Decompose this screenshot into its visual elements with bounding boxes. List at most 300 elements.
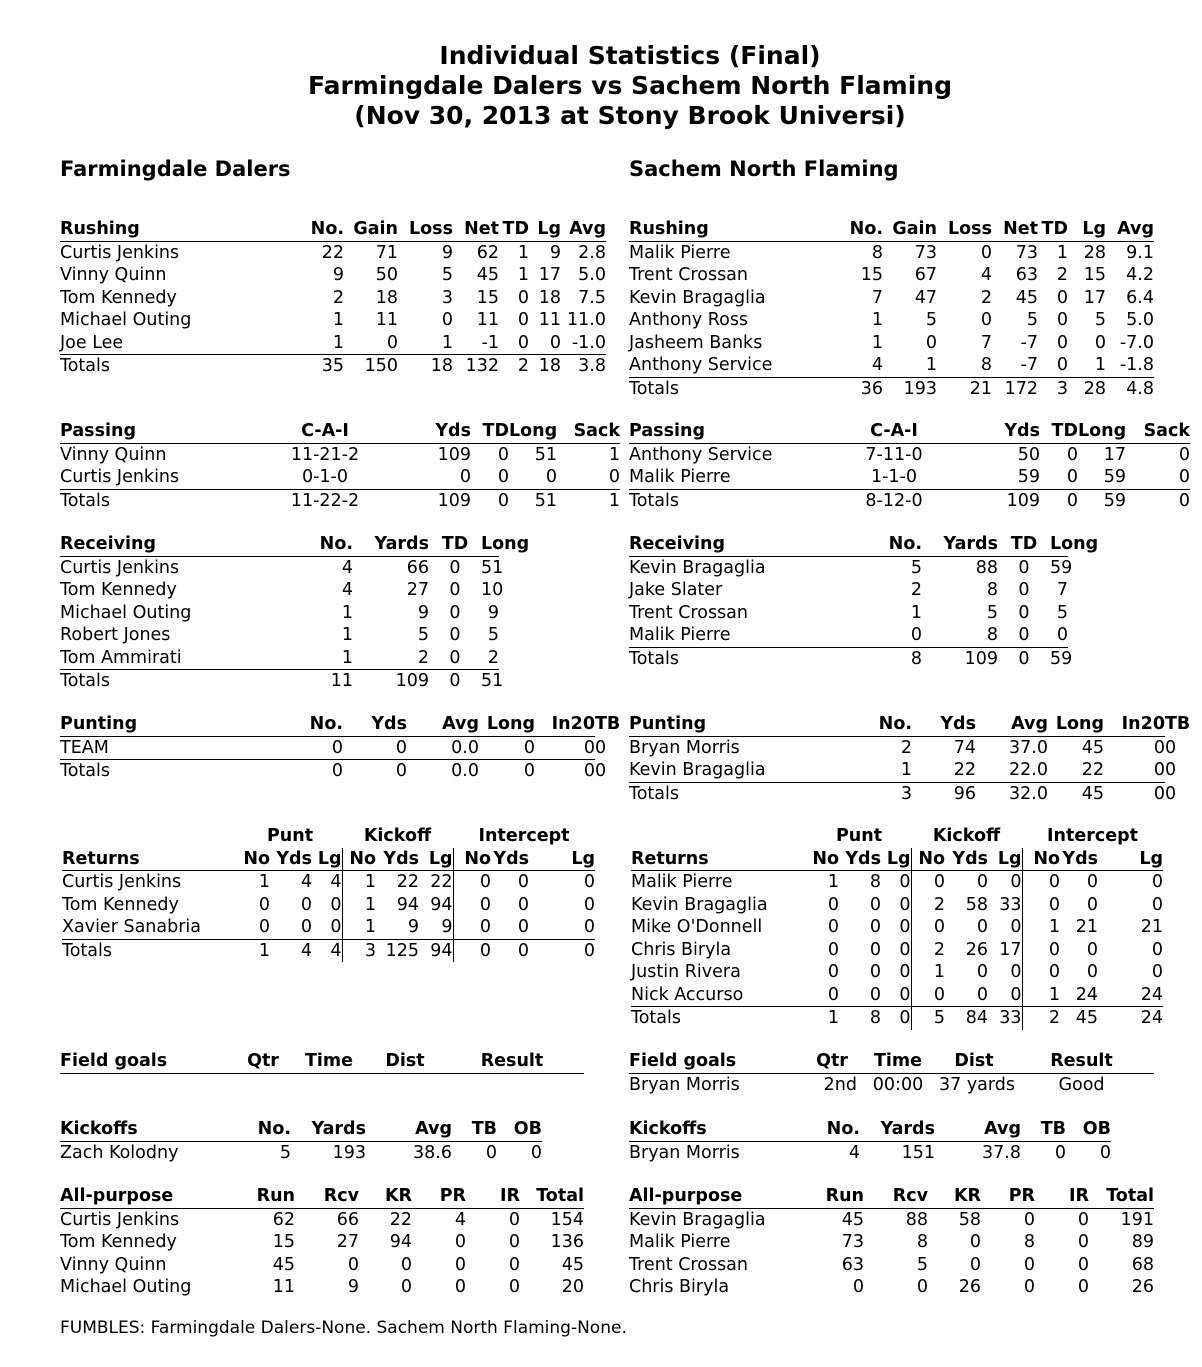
stat-cell: 22 — [396, 872, 420, 892]
column-header: Long — [1050, 534, 1099, 554]
column-header: No — [1022, 848, 1060, 871]
stat-cell: 0 — [258, 894, 270, 915]
stat-cell: 0 — [453, 894, 491, 917]
stat-cell: 9 — [376, 916, 419, 939]
stat-cell: 22 — [389, 1209, 412, 1230]
stat-cell: 63 — [1015, 265, 1038, 285]
section-title: Rushing — [629, 218, 816, 241]
stat-cell: 2 — [900, 737, 912, 758]
table-row — [62, 916, 595, 939]
player-name: Tom Kennedy — [60, 287, 177, 308]
left-passing-section — [60, 420, 620, 512]
player-name: Justin Rivera — [631, 962, 741, 982]
column-header-row — [60, 1185, 584, 1208]
stat-cell: 0 — [449, 557, 461, 578]
totals-cell: 3 — [900, 783, 912, 804]
stat-cell: 45 — [476, 265, 499, 285]
stat-cell: 0 — [976, 917, 989, 937]
receiving-rows — [60, 556, 504, 693]
totals-cell: 4 — [330, 940, 342, 961]
stat-cell: 11 — [375, 310, 398, 330]
column-header-row — [629, 1118, 1111, 1141]
stat-cell: 8 — [916, 1232, 928, 1252]
stat-cell: 0 — [1077, 1277, 1089, 1297]
player-name: Curtis Jenkins — [60, 1209, 180, 1230]
totals-label: Totals — [629, 378, 679, 399]
stat-cell: 9 — [487, 602, 499, 623]
stat-cell: 7.5 — [578, 287, 606, 308]
stat-cell: 0 — [471, 466, 509, 489]
column-header: Run — [245, 1185, 295, 1208]
stat-cell: 9 — [419, 916, 453, 939]
stat-cell: 0 — [485, 1142, 497, 1163]
kickoffs-rows — [60, 1141, 542, 1164]
player-name: Anthony Service — [629, 354, 816, 377]
player-name: Bryan Morris — [629, 1142, 740, 1163]
right-fieldgoals-section — [629, 1050, 1154, 1096]
stat-cell: 1 — [342, 871, 376, 894]
stat-cell: 5 — [487, 625, 499, 645]
stat-cell: 0 — [497, 444, 509, 465]
stat-cell: 0 — [899, 939, 911, 960]
stat-cell: 5 — [441, 265, 453, 285]
totals-cell: 35 — [321, 356, 344, 376]
column-header: Avg — [935, 1118, 1021, 1141]
column-header-row — [629, 1185, 1154, 1208]
stat-cell: 0 — [852, 1277, 864, 1297]
table-row — [631, 894, 1163, 917]
stat-cell: 0 — [508, 1277, 520, 1297]
stat-cell: 8 — [1023, 1232, 1035, 1252]
column-header: Long — [1048, 713, 1104, 736]
column-header: PR — [412, 1185, 466, 1208]
stat-cell: 17 — [999, 939, 1022, 960]
column-header: Lg — [529, 848, 595, 871]
table-row — [60, 647, 499, 670]
stat-cell: 0 — [1086, 894, 1099, 915]
stat-cell: 2 — [980, 287, 992, 308]
player-name: Kevin Bragaglia — [629, 759, 819, 782]
column-header: Time — [857, 1050, 939, 1073]
stat-cell: 0 — [529, 916, 595, 939]
stat-cell: 15 — [476, 287, 499, 308]
column-header: Time — [288, 1050, 370, 1073]
totals-cell: 109 — [395, 671, 429, 691]
stat-cell: 27 — [336, 1232, 359, 1252]
stat-cell: 45 — [1081, 737, 1104, 758]
column-header: Loss — [937, 218, 992, 241]
section-title: Kickoffs — [629, 1118, 815, 1141]
right-punting-table — [629, 713, 1191, 805]
returns-group-label: Kickoff — [932, 826, 1001, 846]
stat-cell: 9.1 — [1126, 242, 1154, 263]
stat-cell: 0 — [449, 602, 461, 623]
left-receiving-section — [60, 533, 530, 693]
totals-cell: 0 — [583, 761, 595, 781]
stat-cell: 0 — [1018, 580, 1030, 600]
stat-cell: 1 — [342, 894, 376, 917]
column-header: C-A-I — [825, 420, 963, 443]
table-row — [60, 287, 606, 310]
totals-cell: 0 — [331, 761, 343, 781]
column-header: No. — [247, 218, 344, 241]
column-header-row — [60, 1050, 584, 1073]
totals-label: Totals — [629, 783, 679, 804]
stat-cell: 1 — [253, 647, 353, 670]
rushing-rows — [60, 241, 606, 378]
stat-cell: 45 — [272, 1254, 295, 1275]
stat-cell: 0 — [1018, 557, 1030, 578]
column-header-row — [631, 848, 1163, 871]
stat-cell: 0 — [1151, 894, 1164, 915]
stat-cell: 0 — [911, 984, 945, 1007]
stat-cell: 4 — [341, 580, 353, 600]
receiving-rows — [629, 556, 1073, 670]
totals-cell: 0 — [497, 490, 509, 511]
totals-label: Totals — [60, 761, 110, 781]
column-header: Long — [1078, 421, 1127, 441]
stat-cell: 0 — [529, 332, 561, 355]
stat-cell: 4 — [341, 557, 353, 578]
stat-cell: 0 — [1010, 962, 1022, 982]
player-name: Chris Biryla — [631, 939, 732, 960]
player-name: Kevin Bragaglia — [629, 557, 766, 578]
column-header: OB — [497, 1118, 542, 1141]
stat-cell: 0 — [517, 872, 530, 892]
right-receiving-section — [629, 533, 1099, 670]
section-title: Passing — [629, 420, 825, 443]
returns-group-header — [631, 825, 1163, 848]
stat-cell: 0 — [517, 894, 530, 915]
stat-cell: 45 — [841, 1209, 864, 1230]
stat-cell: 1 — [332, 310, 344, 330]
table-row — [60, 602, 499, 625]
column-header-row — [629, 533, 1068, 556]
stat-cell: 0 — [827, 894, 839, 915]
stat-cell: 0 — [911, 916, 945, 939]
stat-cell: 71 — [375, 242, 398, 263]
stat-cell: 0 — [449, 625, 461, 645]
stat-cell: 21 — [1075, 917, 1099, 937]
stat-cell: 88 — [905, 1209, 928, 1230]
stat-cell: 62 — [476, 242, 499, 263]
totals-row: Totals 3 96 32.0 45 0 0 — [629, 783, 1177, 804]
totals-cell: 51 — [481, 671, 504, 691]
stat-cell: 0 — [508, 1254, 520, 1275]
stat-cell: 1 — [341, 602, 353, 623]
totals-cell: 1 — [258, 940, 270, 961]
stat-cell: 0 — [899, 894, 911, 915]
table-row — [631, 961, 1163, 984]
totals-cell: 11 — [330, 671, 353, 691]
totals-cell: 0 — [583, 940, 596, 961]
stat-cell: 0 — [530, 1142, 542, 1163]
totals-cell: 125 — [385, 940, 420, 961]
totals-row — [631, 1007, 1163, 1030]
left-kickoffs-section — [60, 1118, 542, 1164]
left-kickoffs-table — [60, 1118, 542, 1164]
stat-cell: 0 — [535, 736, 595, 760]
player-name: Kevin Bragaglia — [629, 287, 766, 308]
stat-cell: 1 — [398, 332, 453, 355]
column-header: Yards — [860, 1118, 935, 1141]
table-row — [629, 1073, 1154, 1096]
player-name: Michael Outing — [60, 310, 192, 330]
stat-cell: 00:00 — [872, 1074, 924, 1095]
stat-cell: 1 — [871, 332, 883, 353]
stat-cell: 1 — [1056, 242, 1068, 263]
table-row — [60, 466, 620, 489]
player-name: Bryan Morris — [629, 737, 740, 758]
stat-cell: 5 — [1094, 310, 1106, 330]
stat-cell: 5.0 — [578, 265, 606, 285]
totals-cell: 96 — [953, 783, 976, 804]
totals-row — [629, 377, 1154, 400]
section-title: Returns — [631, 848, 807, 871]
stat-cell: 0 — [969, 1232, 981, 1252]
stat-cell: 0 — [1151, 962, 1164, 982]
column-header: TB — [1021, 1118, 1066, 1141]
stat-cell: 0 — [976, 962, 989, 982]
left-punting-section — [60, 713, 621, 783]
returns-group-label: Punt — [835, 826, 883, 846]
player-name: Curtis Jenkins — [60, 466, 256, 489]
column-header: Avg — [1106, 218, 1154, 241]
column-header: IR — [1035, 1185, 1089, 1208]
totals-cell: 2 — [517, 356, 529, 376]
stat-cell: 8 — [986, 580, 998, 600]
team-name-right: Sachem North Flaming — [629, 157, 899, 181]
stat-cell: 2 — [910, 580, 922, 600]
stat-cell: 1 — [517, 242, 529, 263]
stat-cell: 1 — [911, 961, 945, 984]
fieldgoals-header — [629, 1050, 1154, 1073]
stat-cell: 0 — [394, 466, 471, 489]
column-header: KR — [359, 1185, 412, 1208]
stat-cell: 0 — [1023, 1254, 1035, 1275]
stat-cell: 0 — [1151, 872, 1164, 892]
stat-cell: 0 — [945, 984, 988, 1007]
column-header: Net — [992, 218, 1038, 241]
player-name: Zach Kolodny — [60, 1142, 179, 1163]
stat-cell: -7.0 — [1119, 332, 1154, 353]
returns-header — [62, 825, 595, 871]
column-header: Yds — [343, 713, 407, 736]
column-header: Result — [440, 1050, 584, 1073]
stat-cell: 0 — [1077, 1232, 1089, 1252]
totals-cell: 0 — [449, 671, 461, 691]
player-name: Vinny Quinn — [60, 444, 167, 465]
section-title: All-purpose — [60, 1185, 245, 1208]
stat-cell: 17 — [1103, 444, 1126, 465]
stat-cell: -7 — [1020, 332, 1038, 353]
kickoffs-header — [60, 1118, 542, 1141]
stat-cell: 8 — [937, 354, 992, 377]
stat-cell: 0 — [925, 332, 937, 353]
stat-cell: 0 — [1023, 1209, 1035, 1230]
player-name: Malik Pierre — [629, 466, 825, 489]
table-row — [60, 309, 606, 332]
column-header: KR — [928, 1185, 981, 1208]
stat-cell: -1.8 — [1106, 354, 1154, 377]
column-header-row: Punting No. Yds Avg Long In20 TB — [629, 714, 1191, 734]
report-title — [0, 41, 1202, 131]
column-header: Qtr — [238, 1050, 288, 1073]
totals-cell: 3 — [342, 939, 376, 962]
stat-cell: 7 — [1056, 580, 1068, 600]
totals-cell: 5 — [911, 1007, 945, 1030]
totals-label: Totals — [60, 356, 110, 376]
returns-rows — [631, 871, 1163, 1030]
stat-cell: 0 — [1022, 894, 1060, 917]
column-header: No — [911, 848, 945, 871]
stat-cell: 109 — [437, 444, 471, 465]
stat-cell: 17 — [1083, 287, 1106, 308]
column-header: Long — [479, 713, 535, 736]
column-header: Dist — [370, 1050, 440, 1073]
punting-rows — [60, 736, 607, 783]
column-header: Lg — [312, 848, 342, 871]
stat-cell: 15 — [272, 1232, 295, 1252]
stat-cell: 2 — [911, 894, 945, 917]
player-name: Tom Kennedy — [62, 894, 179, 915]
stat-cell: 28 — [1083, 242, 1106, 263]
column-header: No — [342, 848, 376, 871]
player-name: Kevin Bragaglia — [629, 1209, 766, 1230]
stat-cell: 24 — [1098, 984, 1163, 1007]
table-row — [60, 1276, 584, 1299]
stat-cell: 1 — [1068, 354, 1106, 377]
stat-cell: 5 — [986, 602, 998, 623]
table-row — [60, 264, 606, 287]
player-name: Curtis Jenkins — [60, 242, 180, 263]
totals-cell: 150 — [364, 356, 398, 376]
table-row: TEAM 0 0 0.0 0 0 0 — [60, 737, 607, 758]
left-rushing-section — [60, 218, 606, 378]
stat-cell: 0 — [899, 872, 911, 892]
column-header: No. — [822, 533, 922, 556]
right-returns-section — [631, 825, 1163, 1030]
stat-cell: 22 — [1048, 759, 1104, 782]
stat-cell: 0 — [449, 580, 461, 600]
stat-cell: 3 — [441, 287, 453, 308]
player-name: Robert Jones — [60, 625, 171, 645]
stat-cell: 1 — [608, 444, 620, 465]
stat-cell: 20 — [561, 1277, 584, 1297]
column-header: No. — [816, 218, 883, 241]
totals-label: Totals — [62, 940, 112, 961]
passing-rows — [629, 443, 1190, 512]
stat-cell: 0 — [270, 916, 312, 939]
stat-cell: 73 — [1015, 242, 1038, 263]
column-header: No. — [815, 1118, 860, 1141]
stat-cell: 136 — [550, 1232, 584, 1252]
stat-cell: 0 — [827, 962, 839, 982]
left-rushing-table — [60, 218, 606, 378]
stat-cell: 0 — [1094, 332, 1106, 353]
stat-cell: 0 — [557, 466, 620, 489]
stat-cell: 6.4 — [1126, 287, 1154, 308]
returns-group-label: Intercept — [1047, 826, 1139, 846]
column-header: No. — [819, 713, 912, 736]
stat-cell: 0 — [1126, 466, 1190, 489]
stat-cell: 0 — [1022, 939, 1060, 962]
totals-cell: 8-12-0 — [865, 490, 923, 511]
allpurpose-header — [60, 1185, 584, 1208]
column-header: Avg — [976, 713, 1048, 736]
table-row — [60, 1208, 584, 1231]
stat-cell: 0 — [1077, 1209, 1089, 1230]
player-name: Nick Accurso — [631, 984, 807, 1007]
player-name: Bryan Morris — [629, 1074, 740, 1095]
stat-cell: 0 — [238, 916, 270, 939]
stat-cell: 1 — [1022, 984, 1060, 1007]
totals-cell: 28 — [1083, 378, 1106, 399]
stat-cell: 0 — [807, 984, 839, 1007]
totals-cell: 4 — [300, 940, 312, 961]
stat-cell: -1 — [453, 332, 499, 355]
stat-cell: 5 — [1026, 310, 1038, 330]
section-title: Field goals — [60, 1050, 238, 1073]
column-header: PR — [981, 1185, 1035, 1208]
stat-cell: 1 — [819, 759, 912, 782]
section-title: Returns — [62, 848, 238, 871]
right-rushing-table — [629, 218, 1154, 400]
stat-cell: 59 — [1050, 557, 1073, 578]
stat-cell: 38.6 — [413, 1142, 452, 1163]
stat-cell: 0 — [1153, 737, 1165, 758]
player-name: Anthony Service — [629, 444, 773, 465]
table-row — [60, 1254, 584, 1277]
right-allpurpose-table — [629, 1185, 1154, 1299]
totals-cell: 18 — [430, 356, 453, 376]
table-row — [629, 602, 1068, 625]
stat-cell: 4 — [848, 1142, 860, 1163]
stat-cell: 4 — [454, 1209, 466, 1230]
player-name: Tom Ammirati — [60, 647, 253, 670]
table-row — [60, 579, 499, 602]
stat-cell: 2 — [332, 287, 344, 308]
totals-cell: 21 — [969, 378, 992, 399]
stat-cell: 37.0 — [1009, 737, 1048, 758]
column-header: No. — [246, 1118, 291, 1141]
stat-cell: 1 — [827, 872, 839, 892]
stat-cell: 0 — [453, 871, 491, 894]
section-title: Receiving — [629, 533, 822, 556]
player-name: Curtis Jenkins — [62, 872, 182, 892]
table-row — [631, 984, 1163, 1007]
stat-cell: 33 — [999, 894, 1022, 915]
table-row: Bryan Morris 2 74 37.0 45 0 0 — [629, 737, 1177, 758]
totals-cell: 109 — [1006, 490, 1040, 511]
player-name: Malik Pierre — [629, 242, 731, 263]
stat-cell: 0 — [839, 984, 881, 1007]
column-header: No. — [253, 533, 353, 556]
stat-cell: 0 — [1086, 872, 1099, 892]
stat-cell: 0 — [916, 1277, 928, 1297]
stat-cell: 0 — [429, 647, 481, 670]
stat-cell: 0 — [1099, 1142, 1111, 1163]
column-header: TB — [452, 1118, 497, 1141]
totals-cell: 3 — [1056, 378, 1068, 399]
stat-cell: 26 — [1131, 1277, 1154, 1297]
stat-cell: 193 — [332, 1142, 366, 1163]
player-name: Trent Crossan — [629, 602, 748, 623]
stat-cell: -7 — [992, 354, 1038, 377]
column-header-row — [629, 1050, 1154, 1073]
stat-cell: 0 — [1022, 871, 1060, 894]
column-header: Qtr — [807, 1050, 857, 1073]
